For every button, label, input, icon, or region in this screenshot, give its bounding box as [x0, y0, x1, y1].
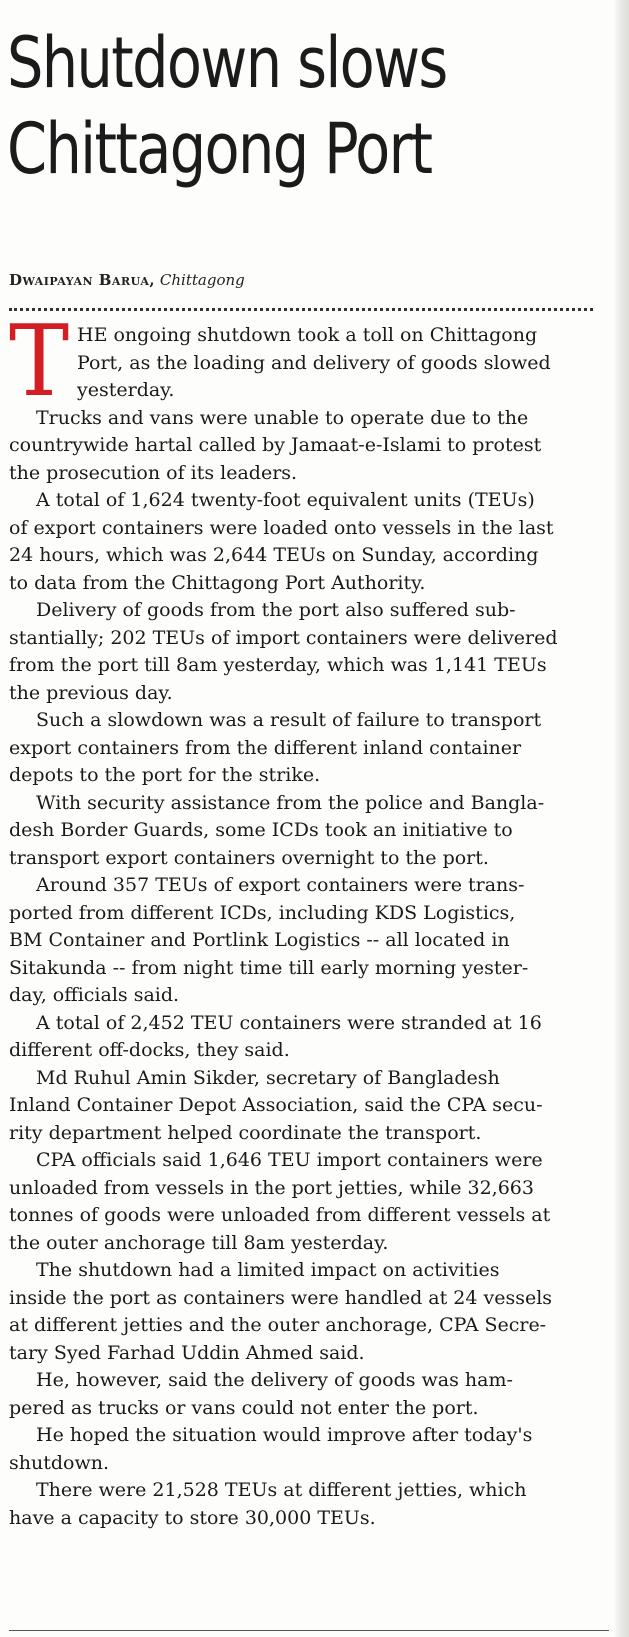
- byline-place: Chittagong: [159, 271, 245, 289]
- text-line: day, officials said.: [9, 984, 180, 1006]
- text-line: BM Container and Portlink Logistics -- all located in: [9, 929, 510, 951]
- paragraph-4: [9, 597, 601, 707]
- text-line: rity department helped coordinate the transport.: [9, 1121, 482, 1144]
- text-line: A total of 2,452 TEU containers were stranded at 16: [36, 1011, 542, 1034]
- text-line: from the port till 8am yesterday, which was 1,141 TEUs: [9, 654, 547, 676]
- text-line: stantially; 202 TEUs of import containers were delivered: [9, 626, 558, 649]
- text-line: 24 hours, which was 2,644 TEUs on Sunday, according: [9, 544, 539, 566]
- text-line: export containers from the different inland container: [9, 736, 522, 759]
- paragraph-9: [9, 1065, 601, 1148]
- text-line: to data from the Chittagong Port Authority.: [9, 571, 426, 594]
- headline: [7, 20, 447, 192]
- headline-line-2: Chittagong Port: [7, 108, 432, 190]
- text-line: different off-docks, they said.: [9, 1039, 290, 1061]
- text-line: have a capacity to store 30,000 TEUs.: [9, 1506, 376, 1529]
- text-line: Delivery of goods from the port also suffered sub-: [36, 599, 516, 621]
- byline: [9, 271, 245, 289]
- drop-cap: T: [9, 305, 70, 419]
- paragraph-11: [9, 1257, 601, 1367]
- text-line: CPA officials said 1,646 TEU import containers were: [36, 1149, 543, 1171]
- text-line: transport export containers overnight to the port.: [9, 846, 489, 869]
- paragraph-3: [9, 487, 601, 597]
- text-line: of export containers were loaded onto vessels in the last: [9, 516, 554, 539]
- paragraph-8: [9, 1010, 601, 1065]
- text-line: depots to the port for the strike.: [9, 764, 321, 786]
- text-line: With security assistance from the police and Bangla-: [36, 791, 545, 814]
- bottom-divider: [9, 1630, 609, 1631]
- text-line: inside the port as containers were handled at 24 vessels: [9, 1286, 553, 1309]
- text-line: Inland Container Depot Association, said the CPA secu-: [9, 1094, 543, 1116]
- text-line: Md Ruhul Amin Sikder, secretary of Bangladesh: [36, 1066, 500, 1089]
- paragraph-2: [9, 405, 601, 488]
- text-line: tonnes of goods were unloaded from different vessels at: [9, 1204, 551, 1226]
- text-line: yesterday.: [77, 379, 175, 401]
- text-line: HE ongoing shutdown took a toll on Chittagong: [77, 324, 538, 346]
- text-line: The shutdown had a limited impact on activities: [36, 1259, 500, 1281]
- paragraph-12: [9, 1367, 601, 1422]
- text-line: desh Border Guards, some ICDs took an initiative to: [9, 819, 513, 841]
- text-line: Such a slowdown was a result of failure to transport: [36, 709, 542, 731]
- text-line: shutdown.: [9, 1451, 110, 1474]
- text-line: He hoped the situation would improve after today's: [36, 1424, 533, 1446]
- text-line: unloaded from vessels in the port jetties, while 32,663: [9, 1176, 534, 1199]
- text-line: There were 21,528 TEUs at different jetties, which: [36, 1479, 527, 1501]
- text-line: He, however, said the delivery of goods was ham-: [36, 1369, 513, 1391]
- text-line: pered as trucks or vans could not enter the port.: [9, 1396, 479, 1419]
- paragraph-14: [9, 1477, 601, 1532]
- text-line: Port, as the loading and delivery of goods slowed: [77, 351, 551, 374]
- text-line: A total of 1,624 twenty-foot equivalent units (TEUs): [36, 489, 535, 511]
- text-line: Trucks and vans were unable to operate due to the: [36, 406, 529, 429]
- paragraph-10: [9, 1147, 601, 1257]
- text-line: Sitakunda -- from night time till early morning yester-: [9, 956, 529, 979]
- text-line: the outer anchorage till 8am yesterday.: [9, 1231, 389, 1254]
- text-line: tary Syed Farhad Uddin Ahmed said.: [9, 1341, 365, 1364]
- text-line: Around 357 TEUs of export containers were trans-: [36, 874, 525, 896]
- text-line: at different jetties and the outer anchorage, CPA Secre-: [9, 1314, 547, 1336]
- paragraph-5: [9, 707, 601, 790]
- paragraph-6: [9, 790, 601, 873]
- article-body: [9, 305, 601, 1532]
- dotted-divider: [9, 308, 593, 311]
- byline-author: Dwaipayan Barua,: [9, 271, 156, 289]
- text-line: the prosecution of its leaders.: [9, 461, 298, 484]
- text-line: the previous day.: [9, 681, 173, 704]
- text-line: ported from different ICDs, including KDS Logistics,: [9, 901, 516, 924]
- headline-line-1: Shutdown slows: [7, 22, 447, 104]
- paragraph-7: [9, 872, 601, 1010]
- text-line: countrywide hartal called by Jamaat-e-Islami to protest: [9, 434, 542, 456]
- page-edge-shadow: [613, 0, 629, 1637]
- paragraph-13: [9, 1422, 601, 1477]
